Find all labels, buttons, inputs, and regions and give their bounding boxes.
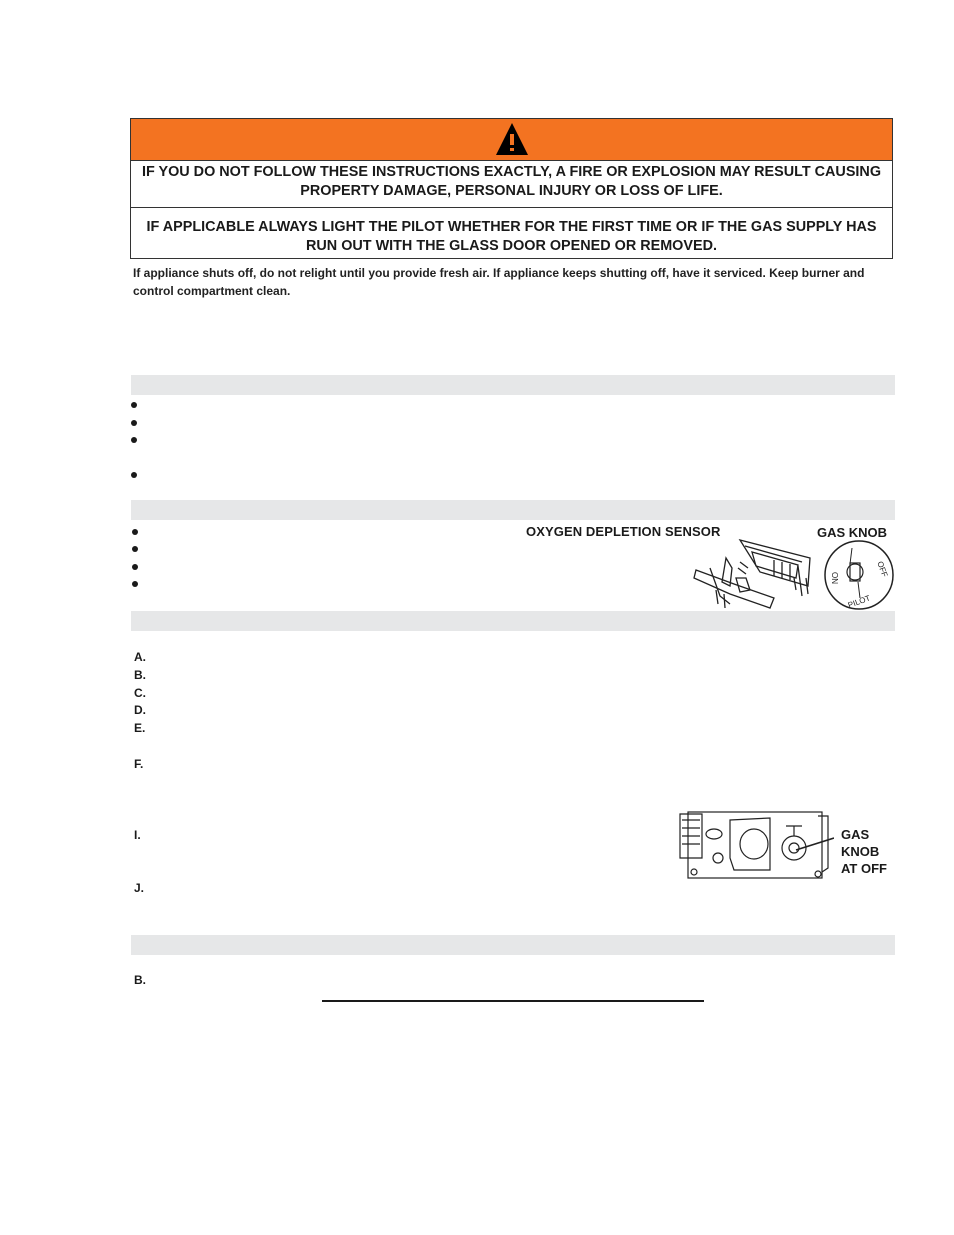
section-band <box>131 935 895 955</box>
bullet <box>132 529 138 535</box>
ods-label: OXYGEN DEPLETION SENSOR <box>526 524 721 539</box>
valve-label-line: KNOB <box>841 844 880 859</box>
bullet <box>131 402 137 408</box>
gas-knob-label: GAS KNOB <box>817 525 888 540</box>
gas-knob-illustration <box>822 538 896 612</box>
bullet <box>132 564 138 570</box>
valve-label-line: GAS <box>841 827 870 842</box>
step-letter-c: C. <box>134 686 146 700</box>
step-letter-i: I. <box>134 828 141 842</box>
turn-off-step-letter-b: B. <box>134 973 146 987</box>
bullet <box>132 546 138 552</box>
valve-regulator <box>740 829 768 859</box>
gas-knob-at-off-label <box>841 826 901 877</box>
exclamation-icon <box>510 134 514 145</box>
knob-pilot-text: PILOT <box>846 593 872 610</box>
valve-knob-center <box>789 843 799 853</box>
warning-banner <box>131 119 892 161</box>
ods-bracket <box>694 570 774 608</box>
oxygen-depletion-sensor-illustration <box>690 538 820 610</box>
step-letter-f: F. <box>134 757 144 771</box>
knob-on-text: ON <box>830 572 839 584</box>
step-letter-j: J. <box>134 881 145 895</box>
warning-divider <box>131 207 892 208</box>
section-end-rule <box>322 1000 704 1002</box>
valve-regulator-cover <box>730 818 770 870</box>
bullet <box>131 437 137 443</box>
step-letter-d: D. <box>134 703 146 717</box>
valve-body <box>688 812 822 878</box>
bullet <box>131 472 137 478</box>
step-letter-e: E. <box>134 721 146 735</box>
valve-label-line: AT OFF <box>841 861 887 876</box>
exclamation-dot <box>510 148 514 151</box>
bullet <box>131 420 137 426</box>
warning-box <box>130 118 893 259</box>
section-band <box>131 375 895 395</box>
knob-off-text: OFF <box>875 560 890 579</box>
warning-text-fire: IF YOU DO NOT FOLLOW THESE INSTRUCTIONS EXACTLY, A FIRE OR EXPLOSION MAY RESULT CAUSING PROPERTY DAMAGE, PERSONAL INJURY OR LOSS OF LIFE. <box>141 164 882 199</box>
fresh-air-note: If appliance shuts off, do not relight until you provide fresh air. If appliance keeps shutting off, have it serviced. Keep burner and control compartment clean. <box>133 266 865 298</box>
step-letter-b: B. <box>134 668 146 682</box>
step-letter-a: A. <box>134 650 146 664</box>
valve-pilot-adjust <box>706 829 722 839</box>
warning-text-pilot: IF APPLICABLE ALWAYS LIGHT THE PILOT WHETHER FOR THE FIRST TIME OR IF THE GAS SUPPLY HAS RUN OUT WITH THE GLASS DOOR OPENED OR REMOVED. <box>146 219 877 254</box>
section-band <box>131 500 895 520</box>
gas-valve-illustration <box>678 808 834 882</box>
bullet <box>132 581 138 587</box>
valve-screw <box>713 853 723 863</box>
section-band <box>131 611 895 631</box>
ods-thermocouple-block <box>752 552 798 578</box>
